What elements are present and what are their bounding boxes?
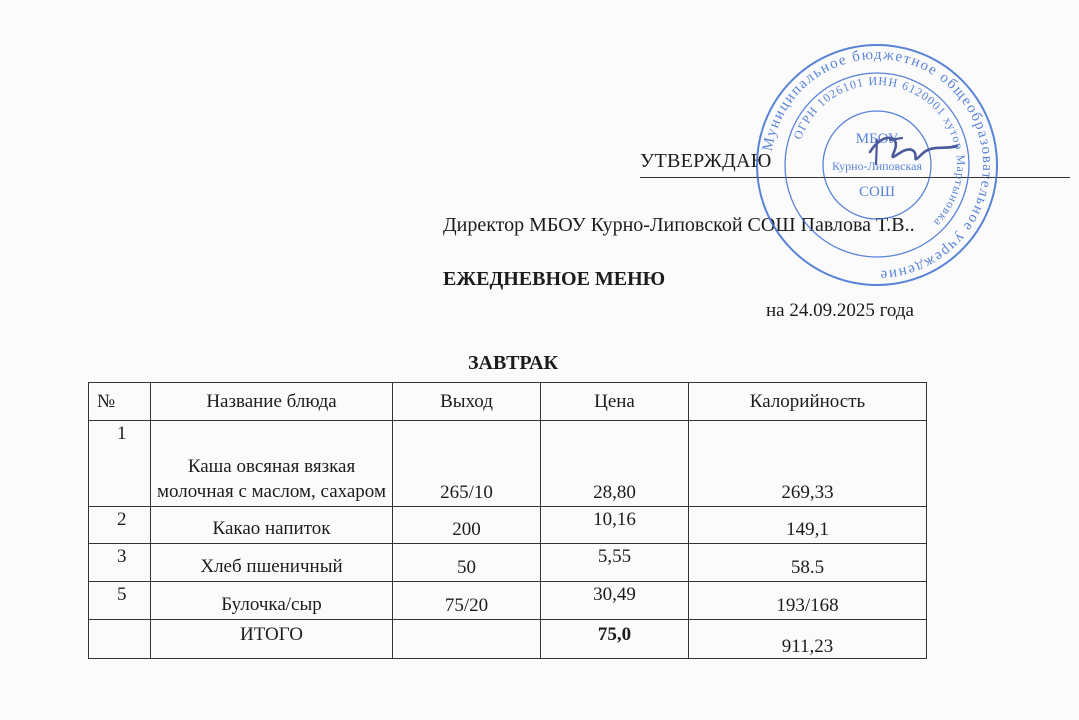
total-label: ИТОГО [151,620,393,659]
dish-name: Каша овсяная вязкая молочная с маслом, сахаром [151,421,393,507]
stamp-inner-text: ОГРН 1026101 ИНН 6120001 хутор Мартыновка [790,73,969,231]
table-row [89,582,927,620]
dish-price: 10,16 [541,507,689,544]
dish-portion: 75/20 [393,582,541,620]
dish-portion: 200 [393,507,541,544]
stamp-center-bottom: СОШ [859,184,895,200]
table-row [89,507,927,544]
dish-calories: 193/168 [689,582,927,620]
dish-portion: 265/10 [393,421,541,507]
school-stamp [752,40,1002,290]
col-header-number: № [89,383,151,421]
total-portion [393,620,541,659]
row-number: 1 [89,421,151,507]
dish-price: 5,55 [541,544,689,582]
col-header-portion: Выход [393,383,541,421]
dish-price: 28,80 [541,421,689,507]
total-price: 75,0 [541,620,689,659]
table-total-row [89,620,927,659]
stamp-outer-text: Муниципальное бюджетное общеобразовательное учреждение [759,46,996,284]
dish-calories: 58.5 [689,544,927,582]
table-row [89,421,927,507]
row-number: 2 [89,507,151,544]
director-line: Директор МБОУ Курно-Липовской СОШ Павлова Т.В.. [443,214,915,236]
approval-heading: УТВЕРЖДАЮ [640,150,772,172]
dish-name: Хлеб пшеничный [151,544,393,582]
section-title: ЗАВТРАК [468,352,559,374]
table-row [89,544,927,582]
stamp-center-mid: Курно-Липовская [832,159,922,173]
table-header-row [89,383,927,421]
row-number: 5 [89,582,151,620]
stamp-center-top: МБОУ [855,131,899,147]
menu-table [88,382,927,659]
menu-title: ЕЖЕДНЕВНОЕ МЕНЮ [443,268,666,290]
col-header-dish: Название блюда [151,383,393,421]
menu-date: на 24.09.2025 года [766,300,914,321]
dish-name: Какао напиток [151,507,393,544]
col-header-price: Цена [541,383,689,421]
dish-name: Булочка/сыр [151,582,393,620]
row-number: 3 [89,544,151,582]
dish-calories: 149,1 [689,507,927,544]
dish-calories: 269,33 [689,421,927,507]
col-header-calories: Калорийность [689,383,927,421]
total-number-cell [89,620,151,659]
total-calories: 911,23 [689,620,927,659]
dish-portion: 50 [393,544,541,582]
dish-price: 30,49 [541,582,689,620]
